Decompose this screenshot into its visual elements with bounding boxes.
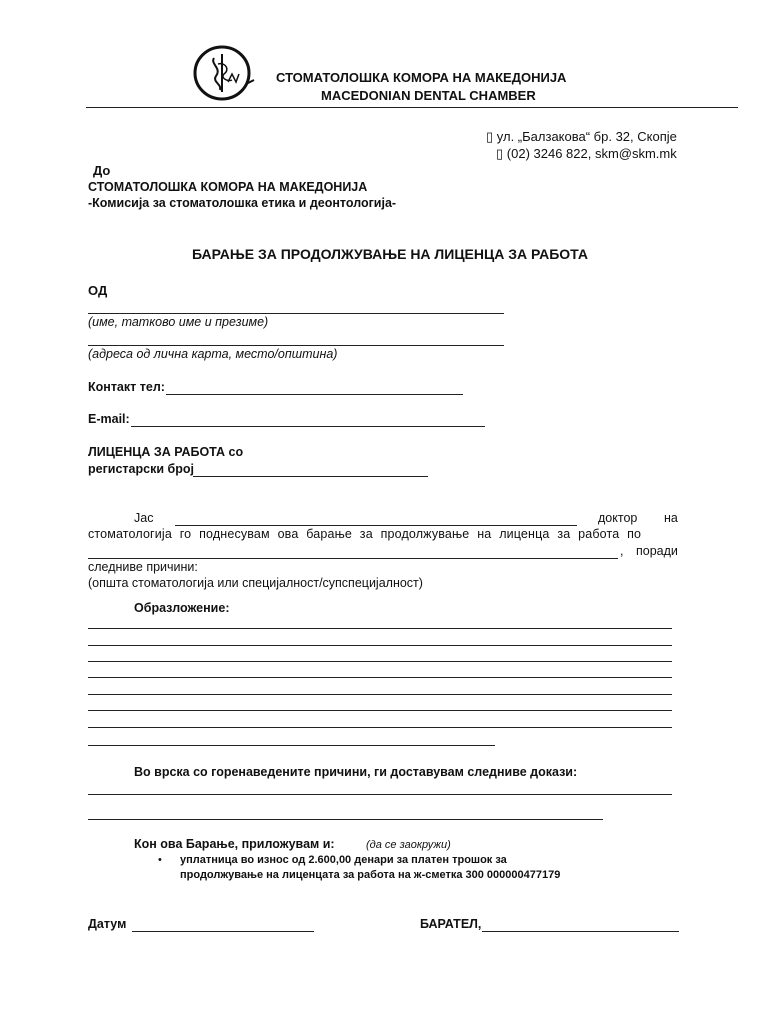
attach-item-line-2: продолжување на лиценцата за работа на ж-сметка 300 000000477179 [180, 869, 561, 881]
name-field[interactable] [88, 313, 504, 314]
attach-hint: (да се заокружи) [366, 839, 451, 851]
justification-line[interactable] [88, 694, 672, 695]
justification-line[interactable] [88, 628, 672, 629]
date-label: Датум [88, 917, 127, 931]
header-divider [86, 107, 738, 108]
registration-field[interactable] [193, 476, 428, 477]
justification-label: Образложение: [134, 601, 230, 615]
org-name-en: MACEDONIAN DENTAL CHAMBER [321, 88, 536, 103]
justification-line[interactable] [88, 745, 495, 746]
attach-item-line-1: уплатница во износ од 2.600,00 денари за платен трошок за [180, 854, 507, 866]
evidence-line[interactable] [88, 794, 672, 795]
dental-chamber-logo-icon [192, 44, 256, 102]
from-label: ОД [88, 283, 108, 298]
justification-line[interactable] [88, 727, 672, 728]
address-hint: (адреса од лична карта, место/општина) [88, 347, 338, 361]
phone-email-line [496, 146, 677, 162]
form-title: БАРАЊЕ ЗА ПРОДОЛЖУВАЊЕ НА ЛИЦЕНЦА ЗА РАБОТА [192, 246, 588, 262]
para-comma: , [620, 544, 624, 558]
phone-email-text: (02) 3246 822, skm@skm.mk [506, 146, 677, 161]
address-field[interactable] [88, 345, 504, 346]
justification-line[interactable] [88, 661, 672, 662]
attach-bullet: • [158, 854, 162, 866]
para-poradi: поради [636, 544, 678, 558]
justification-line[interactable] [88, 677, 672, 678]
applicant-label: БАРАТЕЛ, [420, 917, 482, 931]
phone-label: Контакт тел: [88, 380, 165, 394]
para-na: на [664, 511, 678, 525]
signature-field[interactable] [482, 931, 679, 932]
justification-line[interactable] [88, 710, 672, 711]
address-line [486, 129, 677, 145]
registration-label: регистарски број [88, 462, 194, 476]
para-doctor: доктор [598, 511, 638, 525]
attach-label: Кон ова Барање, приложувам и: [134, 837, 335, 851]
para-jas: Јас [134, 511, 154, 525]
evidence-line[interactable] [88, 819, 603, 820]
para-line-2: стоматологија го поднесувам ова барање за продолжување на лиценца за работа по [88, 527, 642, 541]
address-text: ул. „Балзакова“ бр. 32, Скопје [496, 129, 677, 144]
org-name-mk: СТОМАТОЛОШКА КОМОРА НА МАКЕДОНИЈА [276, 70, 567, 85]
phone-field[interactable] [166, 394, 463, 395]
building-icon: ▯ [486, 129, 494, 144]
license-label: ЛИЦЕНЦА ЗА РАБОТА со [88, 445, 244, 459]
email-field[interactable] [131, 426, 485, 427]
para-line-3: следниве причини: [88, 560, 198, 574]
recipient-org: СТОМАТОЛОШКА КОМОРА НА МАКЕДОНИЈА [88, 180, 368, 194]
recipient-commission: -Комисија за стоматолошка етика и деонтологија- [88, 196, 397, 210]
justification-line[interactable] [88, 645, 672, 646]
para-line-4: (општа стоматологија или специјалност/супспецијалност) [88, 576, 423, 590]
date-field[interactable] [132, 931, 314, 932]
phone-icon: ▯ [496, 146, 504, 161]
email-label: E-mail: [88, 412, 130, 426]
recipient-to: До [93, 163, 111, 178]
name-hint: (име, татково име и презиме) [88, 315, 269, 329]
evidence-label: Во врска со горенаведените причини, ги доставувам следниве докази: [134, 765, 578, 779]
specialty-field[interactable] [88, 558, 618, 559]
doctor-name-field[interactable] [175, 525, 577, 526]
